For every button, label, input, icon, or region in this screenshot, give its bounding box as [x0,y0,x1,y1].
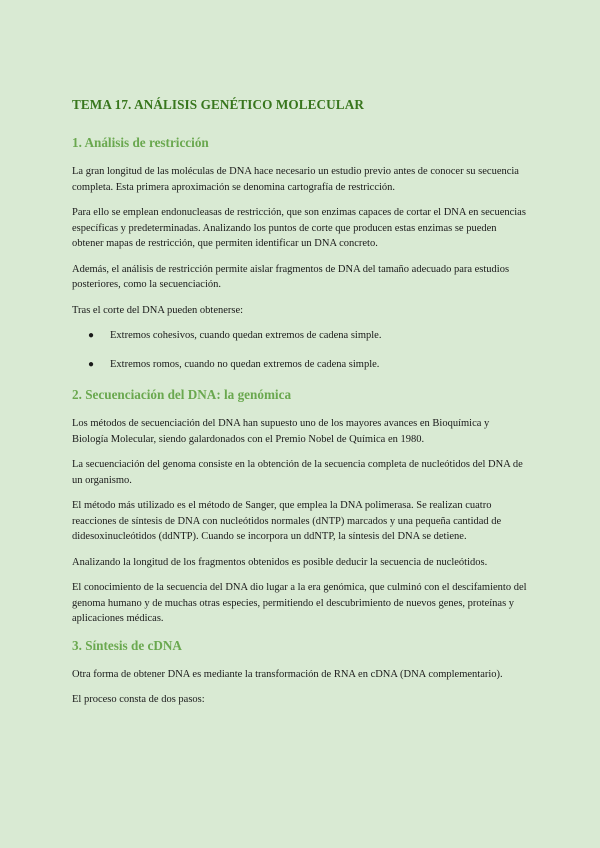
document-title: TEMA 17. ANÁLISIS GENÉTICO MOLECULAR [72,97,364,112]
list-item [72,328,528,343]
section-dna-sequencing [72,386,528,627]
paragraph: Analizando la longitud de los fragmentos obtenidos es posible deducir la secuencia de nucleótidos. [72,556,488,568]
paragraph: Tras el corte del DNA pueden obtenerse: [72,304,244,316]
list-item-text: Extremos romos, cuando no quedan extremos de cadena simple. [110,359,380,370]
list-item-text: Extremos cohesivos, cuando quedan extremos de cadena simple. [110,330,382,341]
bullet-icon: ● [88,330,95,341]
paragraph: Además, el análisis de restricción permite aislar fragmentos de DNA del tamaño adecuado para estudios posteriores, como la secuenciación. [72,263,510,290]
paragraph: La gran longitud de las moléculas de DNA hace necesario un estudio previo antes de conocer su secuencia completa. Esta primera aproximación se denomina cartografía de restricción. [72,166,519,193]
paragraph: El conocimiento de la secuencia del DNA dio lugar a la era genómica, que culminó con el descifamiento del genoma humano y de muchas otras especies, permitiendo el descubrimiento de nuevos genes, proteínas y aplicaciones médicas. [72,582,527,624]
bullet-icon: ● [88,359,95,370]
section-restriction-analysis [72,134,528,372]
paragraph: Para ello se emplean endonucleasas de restricción, que son enzimas capaces de cortar el DNA en secuencias específicas y predeterminadas. Analizando los puntos de corte que producen estas enzimas se pueden obtener mapas de restricción, que permiten identificar un DNA concreto. [72,207,526,249]
paragraph: La secuenciación del genoma consiste en la obtención de la secuencia completa de nucleótidos del DNA de un organismo. [72,459,523,486]
section-cdna-synthesis [72,637,528,708]
bullet-list [72,328,528,372]
paragraph: Otra forma de obtener DNA es mediante la transformación de RNA en cDNA (DNA complementario). [72,668,503,680]
paragraph: El proceso consta de dos pasos: [72,694,205,705]
section-heading: 2. Secuenciación del DNA: la genómica [72,387,292,402]
section-heading: 1. Análisis de restricción [72,135,209,150]
section-heading: 3. Síntesis de cDNA [72,637,182,653]
paragraph: Los métodos de secuenciación del DNA han supuesto uno de los mayores avances en Bioquímica y Biología Molecular, siendo galardonados con el Premio Nobel de Química en 1980. [72,418,490,445]
paragraph: El método más utilizado es el método de Sanger, que emplea la DNA polimerasa. Se realizan cuatro reacciones de síntesis de DNA con nucleótidos normales (dNTP) marcados y una pequeña cantidad de didesoxinucleótidos (ddNTP). Cuando se incorpora un ddNTP, la síntesis del DNA se detiene. [72,500,502,542]
list-item [72,357,528,372]
